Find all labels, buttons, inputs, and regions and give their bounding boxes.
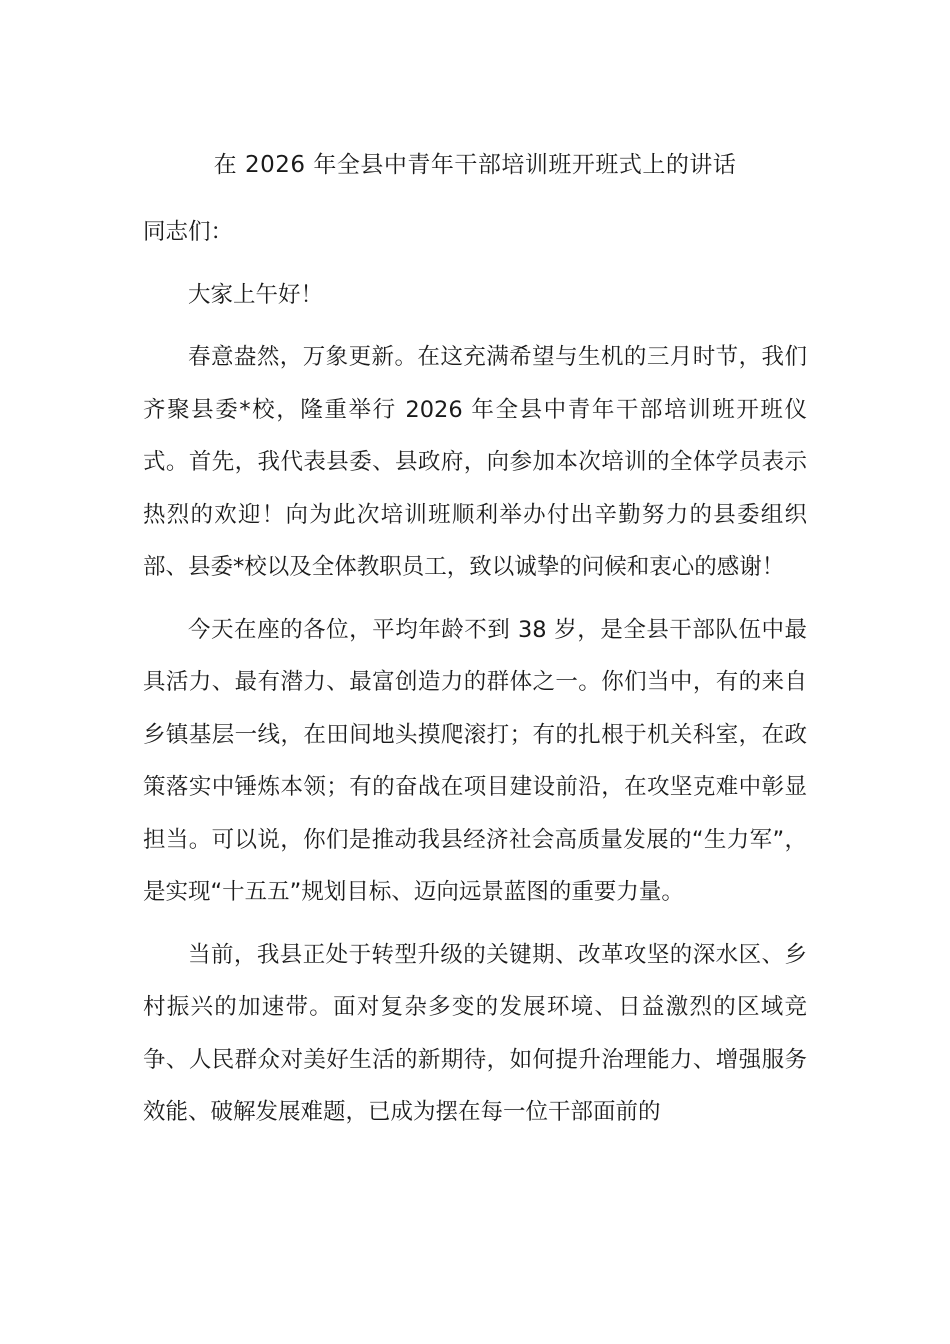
- paragraph-audience: 今天在座的各位，平均年龄不到 38 岁，是全县干部队伍中最具活力、最有潜力、最富创造力的群体之一。你们当中，有的来自乡镇基层一线，在田间地头摸爬滚打；有的扎根于机关科室，在政策落实中锤炼本领；有的奋战在项目建设前沿，在攻坚克难中彰显担当。可以说，你们是推动我县经济社会高质量发展的“生力军”，是实现“十五五”规划目标、迈向远景蓝图的重要力量。: [143, 616, 807, 905]
- salutation: 同志们：: [143, 219, 234, 245]
- paragraph-greeting: 大家上午好！: [188, 281, 324, 308]
- document-title: 在 2026 年全县中青年干部培训班开班式上的讲话: [213, 152, 737, 178]
- paragraph-opening: 春意盎然，万象更新。在这充满希望与生机的三月时节，我们齐聚县委*校，隆重举行 2026 年全县中青年干部培训班开班仪式。首先，我代表县委、县政府，向参加本次培训的全体学员表示热烈的欢迎！向为此次培训班顺利举办付出辛勤努力的县委组织部、县委*校以及全体教职员工，致以诚挚的问候和衷心的感谢！: [143, 344, 807, 580]
- document-body: [143, 206, 807, 1149]
- paragraph-current-situation: 当前，我县正处于转型升级的关键期、改革攻坚的深水区、乡村振兴的加速带。面对复杂多变的发展环境、日益激烈的区域竞争、人民群众对美好生活的新期待，如何提升治理能力、增强服务效能、破解发展难题，已成为摆在每一位干部面前的: [143, 941, 807, 1125]
